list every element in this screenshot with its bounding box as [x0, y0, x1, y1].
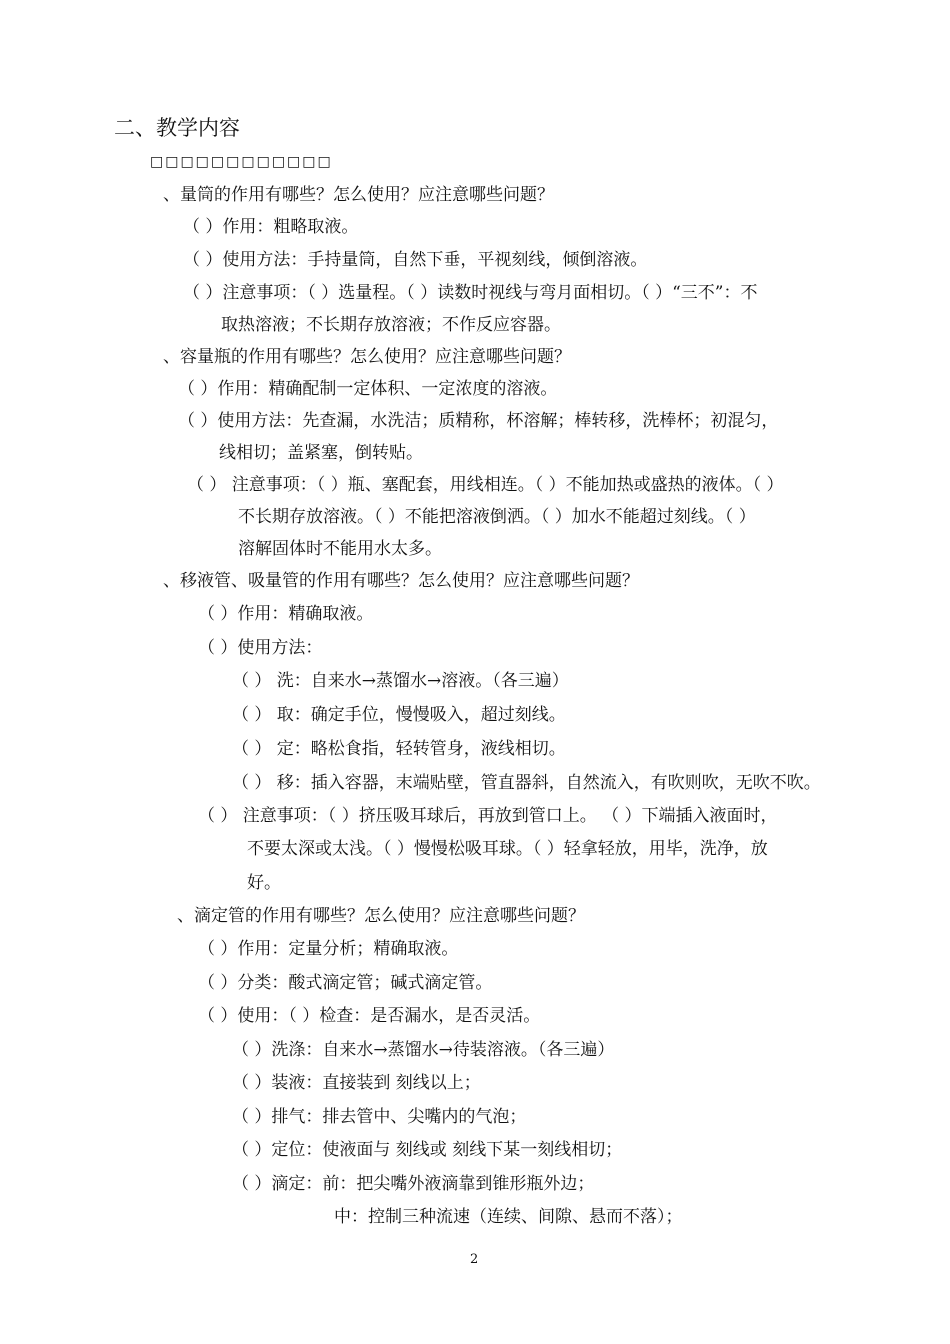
q4-step-5-cont: 中：控制三种流速（连续、间隙、悬而不落）；: [334, 1207, 683, 1227]
q4-step-1: （ ）洗涤：自来水→蒸馏水→待装溶液。（各三遍）: [232, 1040, 615, 1060]
section-title: 二、教学内容: [114, 116, 240, 140]
q3-item-3-cont-2: 好。: [247, 873, 281, 893]
q3-item-3: （ ） 注意事项：（ ）挤压吸耳球后，再放到管口上。 （ ）下端插入液面时，: [198, 806, 778, 826]
section-subtitle: □□□□□□□□□□□□: [150, 154, 333, 170]
q4-item-2: （ ）分类：酸式滴定管；碱式滴定管。: [198, 973, 493, 993]
q2-item-2-cont: 线相切；盖紧塞，倒转贴。: [219, 443, 423, 463]
q2-item-3: （ ） 注意事项：（ ）瓶、塞配套，用线相连。（ ）不能加热或盛热的液体。（ ）: [187, 475, 784, 495]
question-4: 、滴定管的作用有哪些？怎么使用？应注意哪些问题？: [177, 906, 585, 926]
question-1: 、量筒的作用有哪些？怎么使用？应注意哪些问题？: [163, 185, 554, 205]
q4-step-4: （ ）定位：使液面与 刻线或 刻线下某一刻线相切；: [232, 1140, 623, 1160]
q1-item-3-cont: 取热溶液；不长期存放溶液；不作反应容器。: [221, 315, 561, 335]
q3-step-3: （ ） 定：略松食指，轻转管身，液线相切。: [232, 739, 566, 759]
q2-item-3-cont-1: 不长期存放溶液。（ ）不能把溶液倒洒。（ ）加水不能超过刻线。（ ）: [238, 507, 756, 527]
q1-item-1: （ ）作用：粗略取液。: [183, 217, 359, 237]
q1-item-3: （ ）注意事项：（ ）选量程。（ ）读数时视线与弯月面相切。（ ）“三不”：不: [183, 283, 758, 303]
page-number: 2: [470, 1252, 479, 1267]
q4-step-2: （ ）装液：直接装到 刻线以上；: [232, 1073, 481, 1093]
q2-item-3-cont-2: 溶解固体时不能用水太多。: [238, 539, 442, 559]
q4-step-3: （ ）排气：排去管中、尖嘴内的气泡；: [232, 1107, 527, 1127]
question-2: 、容量瓶的作用有哪些？怎么使用？应注意哪些问题？: [163, 347, 571, 367]
q2-item-2: （ ）使用方法：先查漏，水洗洁；质精称，杯溶解；棒转移，洗棒杯；初混匀，: [178, 411, 779, 431]
q3-step-2: （ ） 取：确定手位，慢慢吸入，超过刻线。: [232, 705, 566, 725]
q3-item-1: （ ）作用：精确取液。: [198, 604, 374, 624]
q3-step-4: （ ） 移：插入容器，末端贴壁，管直器斜，自然流入，有吹则吹，无吹不吹。: [232, 773, 821, 793]
q4-step-5: （ ）滴定：前：把尖嘴外液滴靠到锥形瓶外边；: [232, 1174, 595, 1194]
q4-item-1: （ ）作用：定量分析；精确取液。: [198, 939, 459, 959]
q3-item-2: （ ）使用方法：: [198, 638, 323, 658]
q3-step-1: （ ） 洗：自来水→蒸馏水→溶液。（各三遍）: [232, 671, 569, 691]
q3-item-3-cont-1: 不要太深或太浅。（ ）慢慢松吸耳球。（ ）轻拿轻放，用毕，洗净，放: [247, 839, 768, 859]
q1-item-2: （ ）使用方法：手持量筒，自然下垂，平视刻线，倾倒溶液。: [183, 250, 648, 270]
q4-item-3: （ ）使用：（ ）检查：是否漏水，是否灵活。: [198, 1006, 541, 1026]
q2-item-1: （ ）作用：精确配制一定体积、一定浓度的溶液。: [178, 379, 558, 399]
question-3: 、移液管、吸量管的作用有哪些？怎么使用？应注意哪些问题？: [163, 571, 639, 591]
